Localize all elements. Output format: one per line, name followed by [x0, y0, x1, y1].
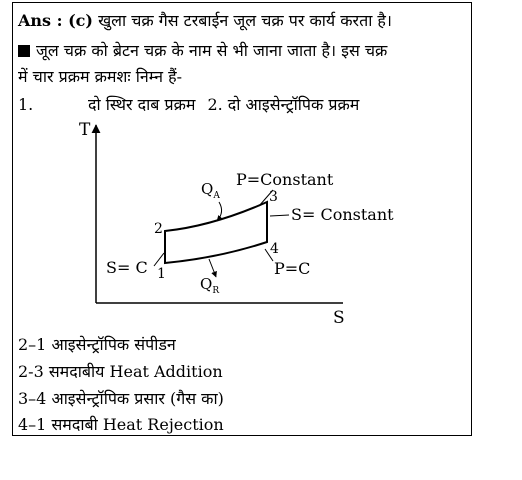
heat-added-label: $Q_A$ [201, 180, 220, 201]
point-1-label: 1 [157, 266, 166, 282]
answer-line-4 [18, 93, 359, 115]
answer-prefix: Ans : (c) [18, 11, 93, 30]
process-pair-1: दो स्थिर दाब प्रक्रम [88, 95, 196, 114]
answer-statement: खुला चक्र गैस टरबाईन जूल चक्र पर कार्य करता है। [92, 11, 392, 30]
bullet-square-icon [18, 45, 30, 57]
brayton-cycle-path [165, 202, 267, 263]
answer-line-2-text: जूल चक्र को ब्रेटन चक्र के नाम से भी जाना जाता है। इस चक्र [36, 41, 388, 60]
answer-line-1 [18, 9, 392, 31]
point-4-label: 4 [270, 241, 279, 257]
list-number-1: 1. [18, 95, 34, 114]
s-c-label: S= C [106, 258, 148, 277]
ts-diagram [13, 113, 471, 328]
answer-line-2 [18, 39, 387, 61]
p-c-label: P=C [274, 259, 311, 278]
step-2-1: 2–1 आइसेन्ट्रॉपिक संपीडन [18, 335, 176, 354]
answer-line-3: में चार प्रक्रम क्रमशः निम्न हैं- [18, 67, 182, 86]
s-constant-leader [270, 215, 289, 216]
s-constant-label: S= Constant [291, 205, 394, 224]
point-3-label: 3 [269, 189, 278, 205]
s-c-leader [154, 253, 164, 266]
step-4-1: 4–1 समदाबी Heat Rejection [18, 415, 224, 434]
step-3-4: 3–4 आइसेन्ट्रॉपिक प्रसार (गैस का) [18, 389, 224, 408]
heat-rejected-label: $Q_R$ [200, 275, 220, 296]
process-pair-2: 2. दो आइसेन्ट्रॉपिक प्रक्रम [207, 95, 360, 114]
point-2-label: 2 [154, 221, 163, 237]
t-axis-label: T [79, 120, 91, 140]
answer-box [12, 2, 472, 436]
heat-added-arrow [217, 202, 222, 221]
p-constant-label: P=Constant [236, 170, 334, 189]
step-2-3: 2-3 समदाबीय Heat Addition [18, 362, 223, 381]
s-axis-label: S [333, 308, 345, 328]
